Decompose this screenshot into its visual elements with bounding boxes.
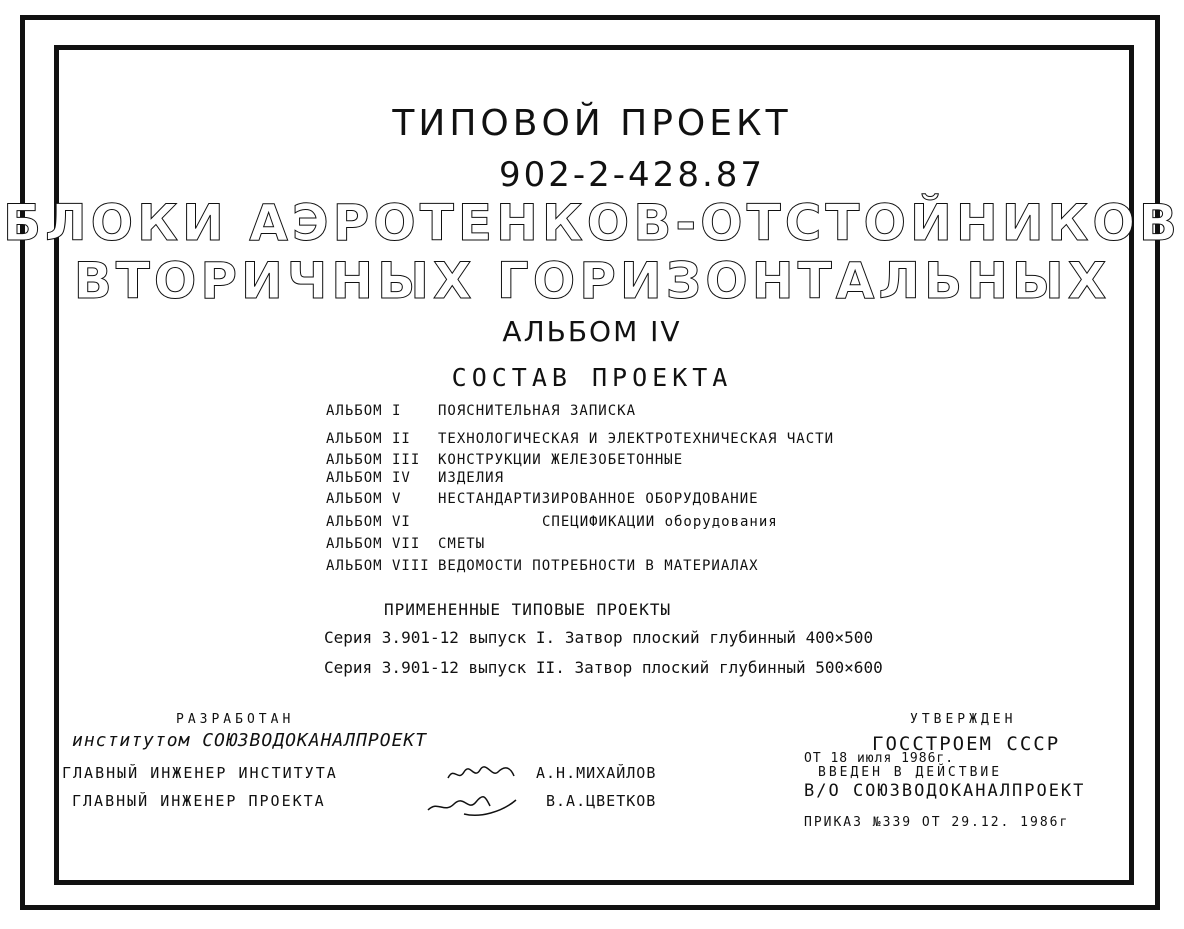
- album-label: АЛЬБОМ IV: [326, 470, 411, 486]
- album-label: АЛЬБОМ VIII: [326, 558, 430, 574]
- developed-heading: РАЗРАБОТАН: [176, 712, 295, 727]
- approval-date: ОТ 18 июля 1986г.: [804, 751, 955, 766]
- album-desc: ПОЯСНИТЕЛЬНАЯ ЗАПИСКА: [438, 403, 637, 419]
- album-label: АЛЬБОМ VII: [326, 536, 421, 552]
- applied-heading: ПРИМЕНЕННЫЕ ТИПОВЫЕ ПРОЕКТЫ: [384, 600, 672, 619]
- list-item: [326, 403, 636, 419]
- enacting-org: В/О СОЮЗВОДОКАНАЛПРОЕКТ: [804, 781, 1086, 801]
- list-item: [326, 536, 485, 552]
- series-line: Серия 3.901-12 выпуск II. Затвор плоский глубинный 500×600: [324, 658, 883, 677]
- album-desc: СМЕТЫ: [438, 536, 486, 552]
- enacted-label: ВВЕДЕН В ДЕЙСТВИЕ: [818, 765, 1003, 780]
- chief-institute-name: А.Н.МИХАЙЛОВ: [536, 764, 657, 782]
- signature-tsvetkov-icon: [424, 792, 520, 818]
- album-desc: НЕСТАНДАРТИЗИРОВАННОЕ ОБОРУДОВАНИЕ: [438, 491, 759, 507]
- developer-institute: институтом СОЮЗВОДОКАНАЛПРОЕКТ: [72, 730, 428, 751]
- title-line-2: ВТОРИЧНЫХ ГОРИЗОНТАЛЬНЫХ: [73, 252, 1111, 310]
- list-item: [326, 558, 759, 574]
- list-item: [326, 470, 504, 486]
- chief-project-name: В.А.ЦВЕТКОВ: [546, 792, 657, 810]
- order-line: ПРИКАЗ №339 ОТ 29.12. 1986г: [804, 815, 1070, 830]
- typical-project-label: ТИПОВОЙ ПРОЕКТ: [392, 103, 792, 144]
- album-label: АЛЬБОМ I: [326, 403, 402, 419]
- approved-by: ГОССТРОЕМ СССР: [872, 733, 1061, 755]
- composition-heading: СОСТАВ ПРОЕКТА: [451, 363, 733, 392]
- album-desc: СПЕЦИФИКАЦИИ оборудования: [542, 514, 778, 530]
- album-number: АЛЬБОМ IV: [502, 315, 682, 348]
- approved-heading: УТВЕРЖДЕН: [910, 712, 1017, 727]
- project-number: 902-2-428.87: [498, 155, 766, 195]
- album-label: АЛЬБОМ II: [326, 431, 411, 447]
- list-item: [326, 431, 834, 447]
- list-item: [326, 491, 759, 507]
- title-line-1: БЛОКИ АЭРОТЕНКОВ-ОТСТОЙНИКОВ: [2, 194, 1182, 252]
- series-line: Серия 3.901-12 выпуск I. Затвор плоский глубинный 400×500: [324, 628, 874, 647]
- list-item: [326, 514, 778, 530]
- album-label: АЛЬБОМ VI: [326, 514, 411, 530]
- album-desc: ВЕДОМОСТИ ПОТРЕБНОСТИ В МАТЕРИАЛАХ: [438, 558, 759, 574]
- chief-project-role: ГЛАВНЫЙ ИНЖЕНЕР ПРОЕКТА: [72, 792, 326, 810]
- chief-institute-role: ГЛАВНЫЙ ИНЖЕНЕР ИНСТИТУТА: [62, 764, 338, 782]
- album-desc: КОНСТРУКЦИИ ЖЕЛЕЗОБЕТОННЫЕ: [438, 452, 684, 468]
- album-label: АЛЬБОМ V: [326, 491, 402, 507]
- signature-mikhailov-icon: [446, 762, 516, 784]
- album-desc: ТЕХНОЛОГИЧЕСКАЯ И ЭЛЕКТРОТЕХНИЧЕСКАЯ ЧАСТИ: [438, 431, 835, 447]
- album-label: АЛЬБОМ III: [326, 452, 421, 468]
- list-item: [326, 452, 683, 468]
- album-desc: ИЗДЕЛИЯ: [438, 470, 505, 486]
